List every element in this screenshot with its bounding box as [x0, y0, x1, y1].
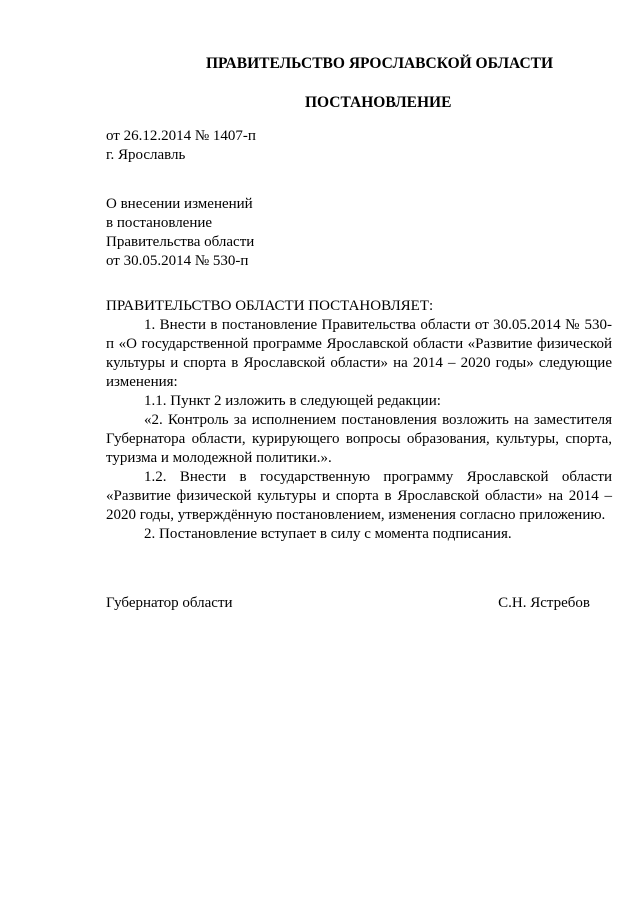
organization-title: ПРАВИТЕЛЬСТВО ЯРОСЛАВСКОЙ ОБЛАСТИ [206, 55, 554, 72]
paragraph-1-1-quote: «2. Контроль за исполнением постановления возложить на заместителя Губернатора области, курирующего вопросы образования, культуры, спорта, туризма и молодежной политики.». [106, 412, 612, 466]
document-meta [106, 127, 256, 165]
city: г. Ярославль [106, 147, 186, 163]
paragraph-1-1: 1.1. Пункт 2 изложить в следующей редакции: [144, 393, 441, 409]
subject-line: О внесении изменений [106, 196, 253, 212]
subject-line: от 30.05.2014 № 530-п [106, 253, 249, 269]
subject-line: в постановление [106, 215, 213, 231]
subject-line: Правительства области [106, 234, 255, 250]
paragraph-2: 2. Постановление вступает в силу с момента подписания. [144, 526, 512, 542]
signatory-role: Губернатор области [106, 595, 233, 611]
signature-block [106, 594, 612, 614]
signatory-name: С.Н. Ястребов [498, 595, 590, 611]
document-body [106, 297, 612, 544]
paragraph-1-2: 1.2. Внести в государственную программу Ярославской области «Развитие физической культуры и спорта в Ярославской области» на 2014 – 2020 годы, утверждённую постановлением, изменения согласно приложению. [106, 469, 612, 523]
document-subject [106, 195, 254, 271]
date-number: от 26.12.2014 № 1407-п [106, 128, 256, 144]
paragraph-1: 1. Внести в постановление Правительства области от 30.05.2014 № 530-п «О государственной программе Ярославской области «Развитие физической культуры и спорта в Ярославской области» на 2014 – 2020 годы» следующие изменения: [106, 317, 612, 390]
decree-heading: ПРАВИТЕЛЬСТВО ОБЛАСТИ ПОСТАНОВЛЯЕТ: [106, 298, 434, 314]
document-type-title: ПОСТАНОВЛЕНИЕ [305, 94, 452, 111]
